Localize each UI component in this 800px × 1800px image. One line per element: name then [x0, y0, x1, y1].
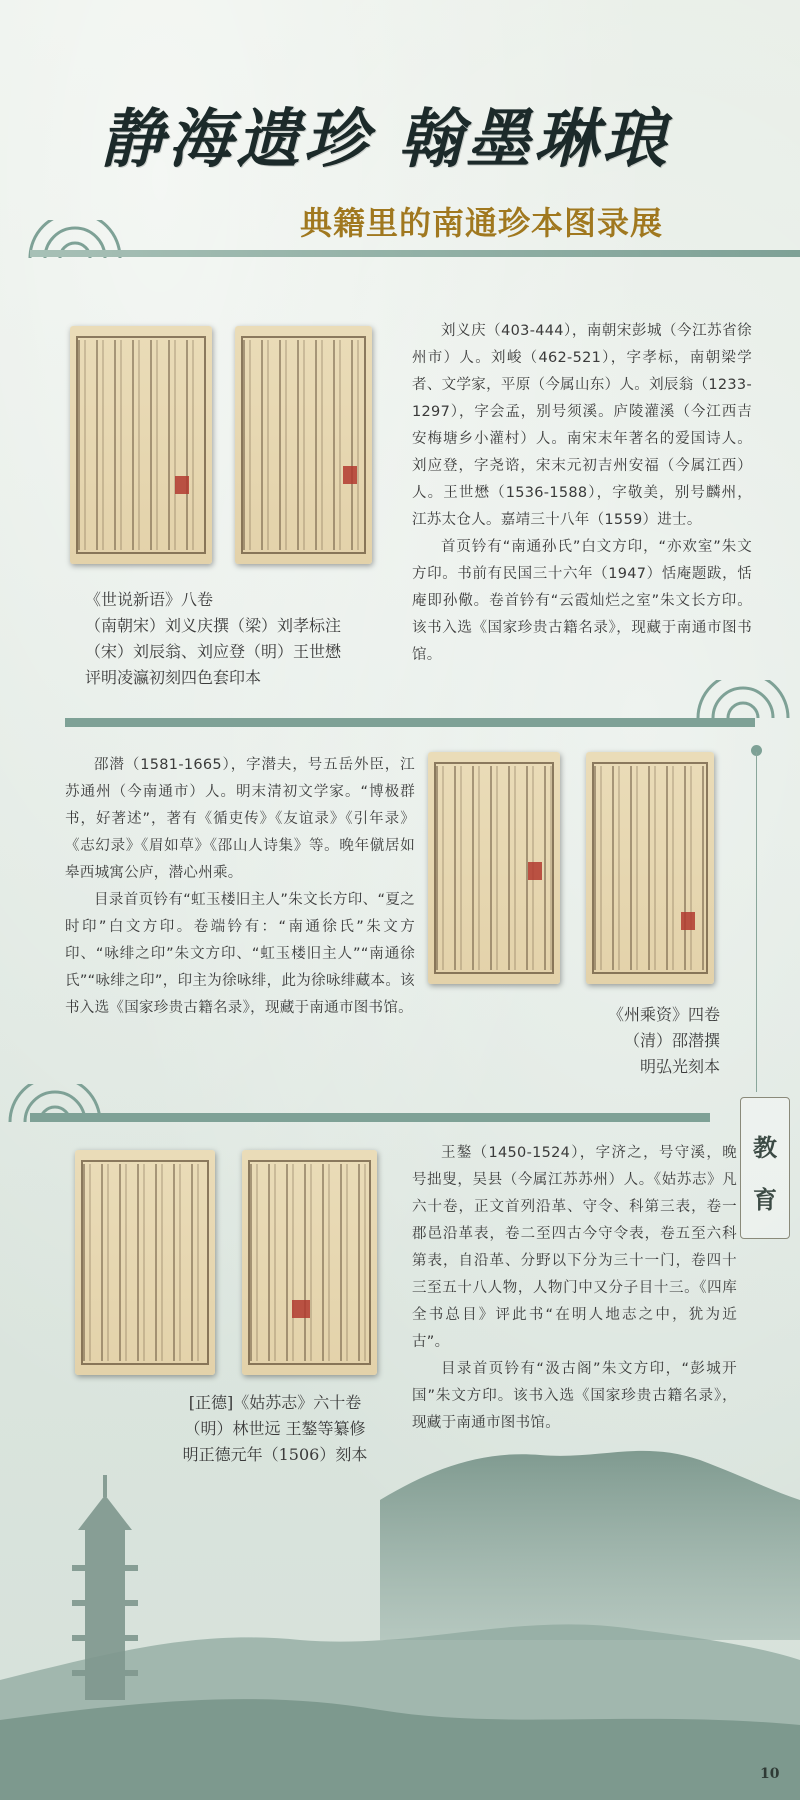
divider-bar: [65, 718, 755, 727]
sub-title: 典籍里的南通珍本图录展: [300, 204, 664, 242]
side-tab-education: 教 育: [740, 1097, 790, 1239]
section3-text: 王鏊（1450-1524），字济之，号守溪，晚号拙叟，吴县（今属江苏苏州）人。《姑苏志》凡六十卷，正文首列沿革、守令、科第三表，卷一郡邑沿革表，卷二至四古今守令表，卷五至六科第表，自沿革、分野以下分为三十一门，卷四十三至五十八人物，人物门中又分子目十三。《四库全书总目》评此书“在明人地志之中，犹为近古”。 目录首页钤有“汲古阁”朱文方印，“彭城开国”朱文方印。该书入选《国家珍贵古籍名录》，现藏于南通市图书馆。: [412, 1145, 737, 1431]
section2-text: 邵潜（1581-1665），字潜夫，号五岳外臣，江苏通州（今南通市）人。明末清初文学家。“博极群书，好著述”，著有《循吏传》《友谊录》《引年录》《志幻录》《眉如草》《邵山人诗集》等。晚年僦居如皋西城寓公庐，潜心州乘。 目录首页钤有“虹玉楼旧主人”朱文长方印、“夏之时印”白文方印。卷端钤有：“南通徐氏”朱文方印、“咏绯之印”朱文方印、“虹玉楼旧主人”“南通徐氏”“咏绯之印”，印主为徐咏绯，此为徐咏绯藏本。该书入选《国家珍贵古籍名录》，现藏于南通市图书馆。: [65, 757, 415, 1016]
main-title: 静海遗珍 翰墨琳琅: [100, 102, 671, 177]
book-image-shishuo-left: [70, 326, 212, 564]
book-image-zhoucheng-right: [586, 752, 714, 984]
book-image-gusu-right: [242, 1150, 377, 1375]
book-image-shishuo-right: [235, 326, 372, 564]
timeline-line: [756, 752, 757, 1092]
book-caption-gusu: [正德]《姑苏志》六十卷 （明）林世远 王鏊等纂修 明正德元年（1506）刻本: [182, 1393, 368, 1464]
divider-bar: [30, 1113, 710, 1122]
divider-bar: [30, 250, 800, 257]
book-caption-zhoucheng: 《州乘资》四卷 （清）邵潜撰 明弘光刻本: [607, 1005, 720, 1076]
book-caption-shishuo: 《世说新语》八卷 （南朝宋）刘义庆撰（梁）刘孝标注 （宋）刘辰翁、刘应登（明）王世懋 评明凌瀛初刻四色套印本: [85, 590, 342, 687]
page-number: 10: [760, 1766, 780, 1782]
section1-text: 刘义庆（403-444），南朝宋彭城（今江苏省徐州市）人。刘峻（462-521），字孝标，南朝梁学者、文学家，平原（今属山东）人。刘辰翁（1233-1297），字会孟，别号须溪。庐陵灌溪（今江西吉安梅塘乡小灌村）人。南宋末年著名的爱国诗人。刘应登，字尧谘，宋末元初吉州安福（今属江西）人。王世懋（1536-1588），字敬美，别号麟州，江苏太仓人。嘉靖三十八年（1559）进士。 首页钤有“南通孙氏”白文方印，“亦欢室”朱文方印。书前有民国三十六年（1947）恬庵题跋，恬庵即孙儆。卷首钤有“云霞灿烂之室”朱文长方印。该书入选《国家珍贵古籍名录》，现藏于南通市图书馆。: [412, 323, 752, 663]
landscape-pagoda-illustration: [0, 1380, 800, 1800]
cloud-ornament-icon: [688, 680, 798, 720]
book-image-zhoucheng-left: [428, 752, 560, 984]
book-image-gusu-left: [75, 1150, 215, 1375]
